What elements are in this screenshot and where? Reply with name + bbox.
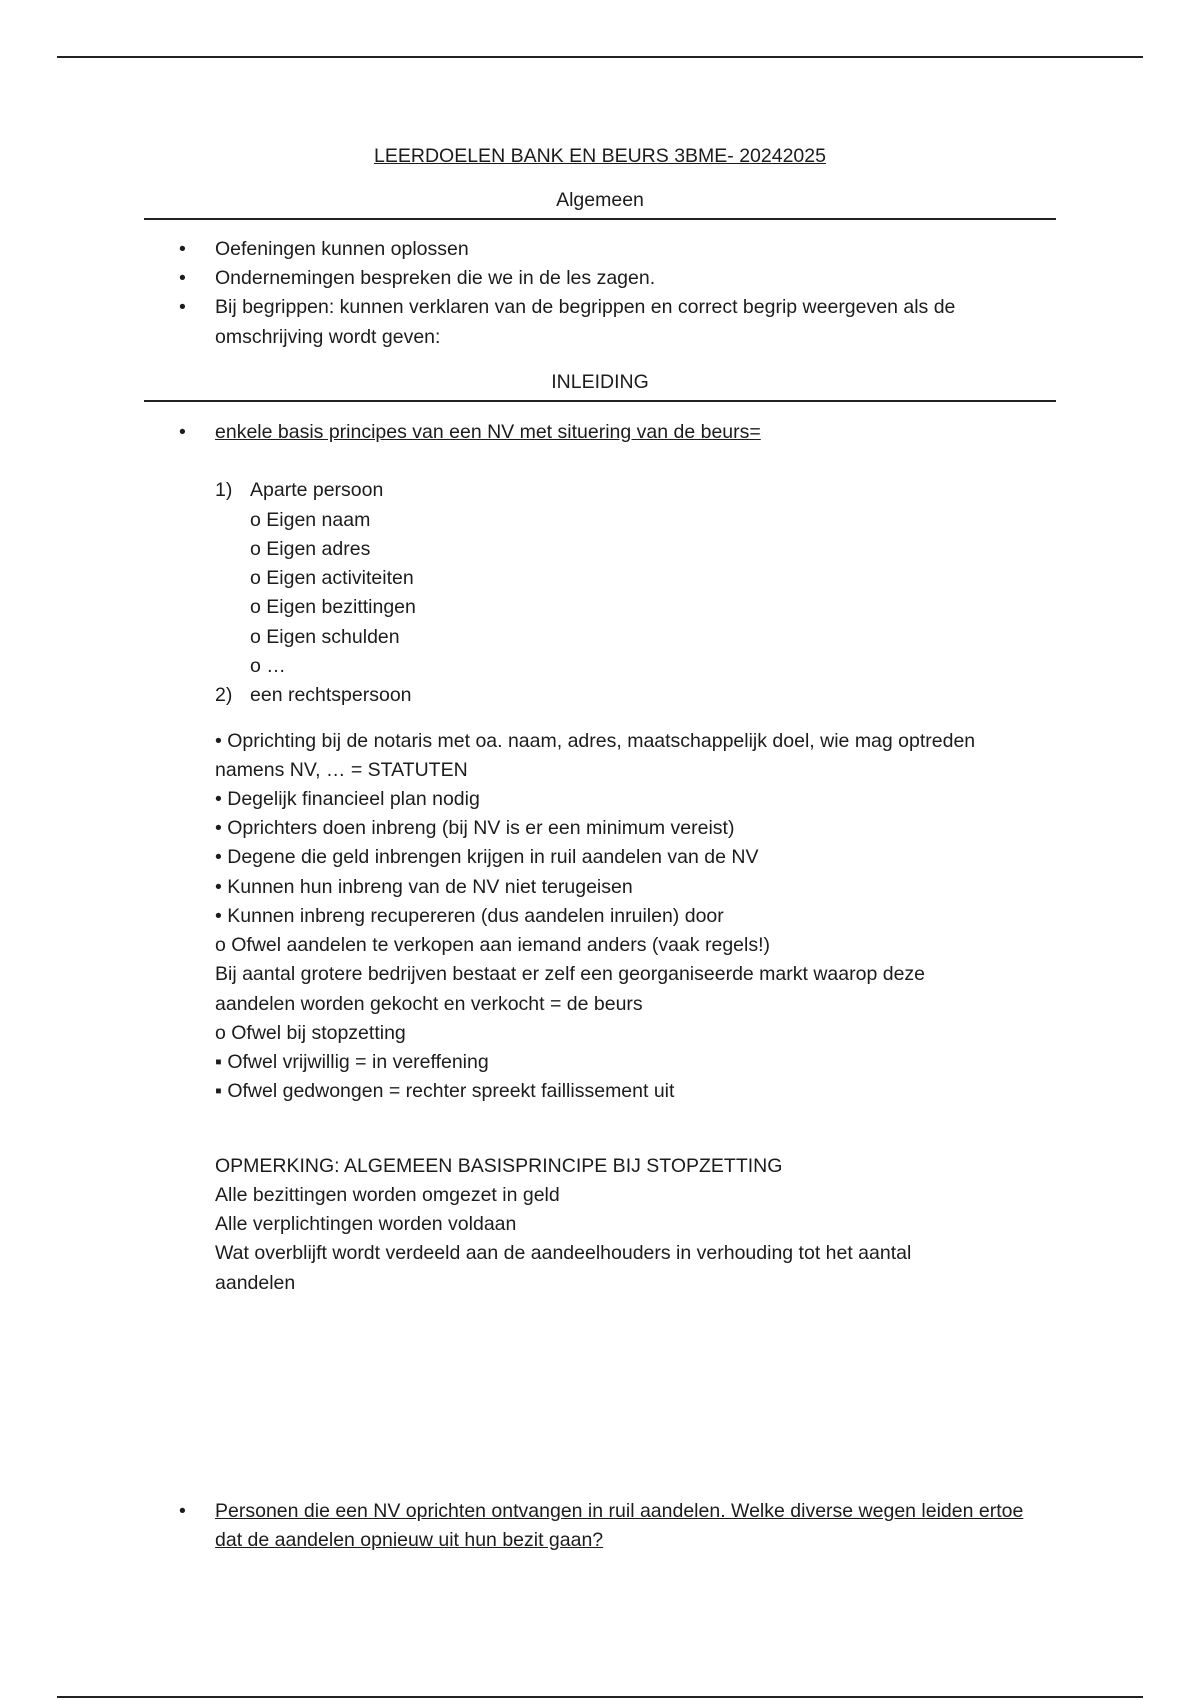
para-line: Bij aantal grotere bedrijven bestaat er zelf een georganiseerde markt waarop deze — [215, 963, 926, 985]
para-line: • Degelijk financieel plan nodig — [215, 788, 480, 810]
inleiding-bullet-question: Personen die een NV oprichten ontvangen in ruil aandelen. Welke diverse wegen leiden ertoe — [215, 1500, 1024, 1522]
sub-item: o … — [250, 655, 286, 677]
para-line: ▪ Ofwel gedwongen = rechter spreekt faillissement uit — [215, 1080, 675, 1102]
page-top-rule — [57, 56, 1143, 58]
sub-item: o Eigen bezittingen — [250, 596, 416, 618]
algemeen-item-1: Oefeningen kunnen oplossen — [215, 238, 469, 260]
section-heading-algemeen: Algemeen — [556, 189, 644, 211]
para-line: • Oprichting bij de notaris met oa. naam, adres, maatschappelijk doel, wie mag optreden — [215, 730, 976, 752]
remark-line: Alle verplichtingen worden voldaan — [215, 1213, 517, 1235]
sub-item: o Eigen activiteiten — [250, 567, 414, 589]
inleiding-bullet-principes: enkele basis principes van een NV met situering van de beurs= — [215, 421, 761, 443]
remark-line: Wat overblijft wordt verdeeld aan de aandeelhouders in verhouding tot het aantal — [215, 1242, 912, 1264]
bullet-glyph: • — [179, 238, 186, 260]
para-line: o Ofwel aandelen te verkopen aan iemand anders (vaak regels!) — [215, 934, 770, 956]
para-line: • Kunnen hun inbreng van de NV niet terugeisen — [215, 876, 633, 898]
remark-line: aandelen — [215, 1272, 296, 1294]
numbered-1-label: 1) — [215, 479, 233, 501]
sub-item: o Eigen adres — [250, 538, 371, 560]
para-line: o Ofwel bij stopzetting — [215, 1022, 406, 1044]
algemeen-item-3-cont: omschrijving wordt geven: — [215, 326, 441, 348]
para-line: ▪ Ofwel vrijwillig = in vereffening — [215, 1051, 489, 1073]
document-title: LEERDOELEN BANK EN BEURS 3BME- 20242025 — [374, 145, 826, 167]
inleiding-bullet-question-cont: dat de aandelen opnieuw uit hun bezit gaan? — [215, 1529, 604, 1551]
bullet-glyph: • — [179, 1500, 186, 1522]
algemeen-item-2: Ondernemingen bespreken die we in de les zagen. — [215, 267, 656, 289]
para-line: • Degene die geld inbrengen krijgen in ruil aandelen van de NV — [215, 846, 759, 868]
remark-line: Alle bezittingen worden omgezet in geld — [215, 1184, 560, 1206]
section-rule-inleiding — [144, 400, 1056, 402]
bullet-glyph: • — [179, 296, 186, 318]
bullet-glyph: • — [179, 421, 186, 443]
numbered-1-text: Aparte persoon — [250, 479, 384, 501]
bullet-glyph: • — [179, 267, 186, 289]
numbered-2-text: een rechtspersoon — [250, 684, 412, 706]
para-line: • Oprichters doen inbreng (bij NV is er een minimum vereist) — [215, 817, 735, 839]
para-line: aandelen worden gekocht en verkocht = de beurs — [215, 993, 643, 1015]
para-line: • Kunnen inbreng recupereren (dus aandelen inruilen) door — [215, 905, 724, 927]
section-heading-inleiding: INLEIDING — [551, 371, 649, 393]
sub-item: o Eigen naam — [250, 509, 371, 531]
remark-heading: OPMERKING: ALGEMEEN BASISPRINCIPE BIJ STOPZETTING — [215, 1155, 783, 1177]
section-rule-algemeen — [144, 218, 1056, 220]
algemeen-item-3: Bij begrippen: kunnen verklaren van de begrippen en correct begrip weergeven als de — [215, 296, 956, 318]
numbered-2-label: 2) — [215, 684, 233, 706]
sub-item: o Eigen schulden — [250, 626, 400, 648]
page-bottom-rule — [57, 1696, 1143, 1698]
para-line: namens NV, … = STATUTEN — [215, 759, 468, 781]
